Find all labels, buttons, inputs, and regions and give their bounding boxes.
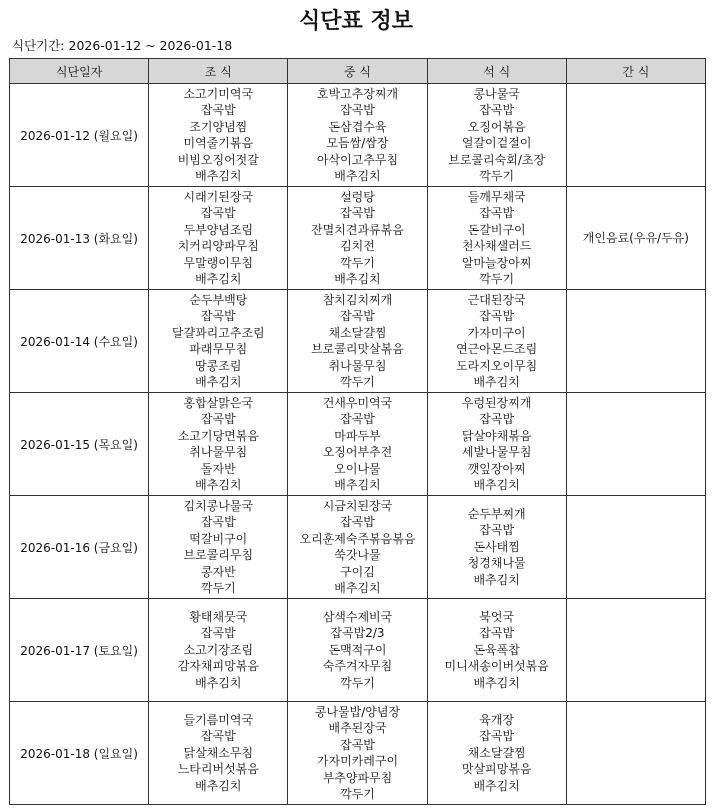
menu-item: 콩나물국	[473, 86, 520, 101]
menu-item: 잡곡밥	[479, 729, 515, 744]
menu-item: 얼갈이겉절이	[461, 136, 532, 150]
table-row	[10, 496, 706, 599]
menu-item: 맛살피망볶음	[461, 762, 532, 777]
menu-item: 깍두기	[340, 675, 375, 690]
date-cell: 2026-01-14 (수요일)	[10, 290, 149, 393]
menu-item: 채소달걀찜	[467, 745, 526, 760]
menu-item: 무말랭이무침	[183, 255, 254, 270]
menu-item: 숙주겨자무침	[322, 659, 393, 674]
menu-item: 돈육폭찹	[473, 642, 520, 657]
menu-item: 브로콜리숙회/초장	[448, 152, 546, 167]
date-cell: 2026-01-12 (월요일)	[10, 84, 149, 187]
snack-cell	[566, 290, 705, 393]
lunch-cell	[288, 496, 427, 599]
menu-item: 잡곡밥	[340, 737, 375, 752]
menu-item: 콩나물밥/양념장	[314, 704, 401, 719]
menu-item: 잡곡밥	[200, 515, 236, 529]
menu-item: 알마늘장아찌	[461, 255, 532, 270]
date-cell: 2026-01-16 (금요일)	[10, 496, 149, 599]
menu-item: 마파두부	[334, 428, 381, 443]
menu-item: 북엇국	[479, 609, 515, 624]
menu-item: 오징어볶음	[467, 119, 526, 134]
menu-item: 잡곡밥	[479, 103, 515, 117]
menu-item: 깍두기	[340, 255, 375, 270]
snack-cell	[566, 702, 705, 805]
breakfast-cell	[149, 187, 288, 290]
dinner-cell	[427, 599, 566, 702]
breakfast-cell	[149, 84, 288, 187]
menu-item: 소고기장조림	[183, 642, 254, 657]
menu-item: 근대된장국	[467, 292, 526, 307]
breakfast-cell	[149, 599, 288, 702]
menu-item: 김치전	[340, 239, 375, 253]
table-row	[10, 290, 706, 393]
dinner-cell	[427, 84, 566, 187]
menu-item: 두부양념조림	[183, 222, 254, 237]
header-snack: 간 식	[566, 59, 705, 84]
menu-item: 호박고추장찌개	[316, 86, 399, 101]
menu-item: 깍두기	[340, 787, 375, 801]
menu-item: 쑥갓나물	[334, 548, 381, 562]
menu-item: 돈삼겹수육	[328, 119, 387, 134]
menu-item: 잡곡밥	[340, 309, 375, 323]
menu-item: 브로콜리맛살볶음	[311, 342, 404, 356]
date-cell: 2026-01-17 (토요일)	[10, 599, 149, 702]
page-title: 식단표 정보	[299, 9, 413, 34]
snack-cell	[566, 84, 705, 187]
dinner-cell	[427, 702, 566, 805]
snack-cell	[566, 393, 705, 496]
menu-item: 비빔오징어젓갈	[177, 152, 259, 167]
table-row	[10, 599, 706, 702]
menu-item: 개인음료(우유/두유)	[582, 230, 689, 245]
menu-item: 건새우미역국	[322, 395, 393, 410]
menu-item: 감자채피망볶음	[177, 659, 259, 674]
menu-item: 배추김치	[195, 272, 242, 286]
menu-item: 잡곡밥	[340, 412, 375, 426]
menu-item: 파래무무침	[189, 342, 248, 356]
menu-item: 배추김치	[334, 478, 381, 492]
menu-table	[9, 58, 706, 805]
menu-item: 깍두기	[200, 581, 236, 595]
header-breakfast: 조 식	[149, 59, 288, 84]
menu-item: 잡곡밥	[479, 206, 515, 220]
menu-item: 배추김치	[195, 478, 242, 492]
menu-item: 오리훈제숙주볶음볶음	[299, 531, 416, 546]
menu-item: 육개장	[479, 712, 515, 727]
menu-item: 배추김치	[473, 675, 520, 690]
menu-item: 채소달걀찜	[328, 325, 387, 340]
dinner-cell	[427, 290, 566, 393]
menu-item: 들기름미역국	[183, 712, 254, 727]
menu-item: 잡곡밥	[479, 309, 515, 323]
date-cell: 2026-01-13 (화요일)	[10, 187, 149, 290]
menu-item: 들깨무채국	[467, 189, 526, 204]
menu-item: 땅콩조림	[195, 358, 242, 373]
menu-item: 아삭이고추무침	[316, 152, 399, 167]
lunch-cell	[288, 187, 427, 290]
breakfast-cell	[149, 702, 288, 805]
snack-cell	[566, 496, 705, 599]
menu-item: 닭살채소무침	[183, 745, 254, 760]
menu-item: 미니새송이버섯볶음	[444, 659, 549, 674]
menu-item: 참치김치찌개	[322, 292, 393, 307]
menu-item: 순두부백탕	[189, 292, 248, 307]
table-row	[10, 84, 706, 187]
menu-body	[10, 84, 706, 805]
menu-item: 잡곡밥	[479, 626, 515, 641]
menu-item: 홍합살맑은국	[183, 395, 254, 410]
menu-item: 돌자반	[200, 461, 236, 476]
menu-item: 배추김치	[195, 169, 242, 183]
menu-item: 배추김치	[334, 581, 381, 595]
menu-item: 브로콜리무침	[183, 548, 254, 562]
header-row	[10, 59, 706, 84]
menu-item: 떡갈비구이	[189, 531, 248, 546]
menu-item: 잡곡밥	[340, 206, 375, 220]
header-date: 식단일자	[10, 59, 149, 84]
date-cell: 2026-01-15 (목요일)	[10, 393, 149, 496]
menu-item: 시금치된장국	[322, 498, 393, 513]
menu-item: 잡곡밥	[340, 515, 375, 529]
breakfast-cell	[149, 496, 288, 599]
lunch-cell	[288, 393, 427, 496]
menu-item: 잡곡밥	[200, 729, 236, 744]
menu-item: 모듬쌈/쌈장	[326, 136, 389, 150]
menu-item: 잡곡밥	[200, 103, 236, 117]
menu-item: 치커리양파무침	[177, 239, 259, 253]
menu-item: 닭살야채볶음	[461, 428, 532, 443]
menu-item: 우렁된장찌개	[461, 395, 532, 410]
menu-item: 배추김치	[473, 375, 520, 389]
menu-item: 배추김치	[195, 675, 242, 690]
menu-item: 연근아몬드조림	[456, 342, 538, 356]
dinner-cell	[427, 496, 566, 599]
lunch-cell	[288, 702, 427, 805]
menu-item: 구이김	[340, 564, 375, 579]
lunch-cell	[288, 599, 427, 702]
menu-item: 김치콩나물국	[183, 498, 254, 513]
menu-item: 깍두기	[340, 375, 375, 389]
menu-item: 도라지오이무침	[456, 358, 538, 373]
menu-item: 세발나물무침	[461, 445, 532, 459]
menu-item: 배추김치	[195, 778, 242, 793]
menu-item: 잡곡밥	[479, 412, 515, 426]
dinner-cell	[427, 187, 566, 290]
menu-item: 미역줄기볶음	[183, 136, 254, 150]
menu-item: 순두부찌개	[467, 506, 526, 521]
menu-item: 천사채샐러드	[461, 239, 532, 253]
menu-item: 오징어부추전	[322, 445, 393, 459]
menu-item: 콩자반	[200, 564, 236, 579]
menu-item: 잡곡밥	[200, 309, 236, 323]
table-row	[10, 393, 706, 496]
header-lunch: 중 식	[288, 59, 427, 84]
menu-item: 돈맥적구이	[328, 642, 387, 657]
menu-item: 잡곡밥	[340, 103, 375, 117]
menu-item: 깻잎장아찌	[467, 461, 526, 476]
lunch-cell	[288, 84, 427, 187]
menu-item: 잡곡밥2/3	[330, 626, 385, 641]
table-row	[10, 702, 706, 805]
menu-item: 배추김치	[473, 478, 520, 492]
menu-item: 돈사태찜	[473, 539, 520, 554]
menu-item: 배추된장국	[328, 721, 387, 735]
menu-item: 부추양파무침	[322, 770, 393, 785]
menu-item: 배추김치	[473, 572, 520, 587]
menu-item: 시래기된장국	[183, 189, 254, 204]
menu-item: 돈갈비구이	[467, 222, 526, 237]
menu-item: 잡곡밥	[479, 523, 515, 538]
menu-item: 오이나물	[334, 461, 381, 476]
menu-item: 청경채나물	[467, 556, 526, 571]
menu-item: 잡곡밥	[200, 206, 236, 220]
menu-item: 깍두기	[479, 272, 515, 286]
snack-cell	[566, 599, 705, 702]
header-dinner: 석 식	[427, 59, 566, 84]
menu-item: 취나물무침	[328, 358, 387, 373]
table-row	[10, 187, 706, 290]
menu-item: 느타리버섯볶음	[177, 762, 259, 777]
breakfast-cell	[149, 393, 288, 496]
menu-item: 황태채뭇국	[189, 609, 248, 624]
menu-item: 배추김치	[195, 375, 242, 389]
menu-item: 배추김치	[334, 169, 381, 183]
lunch-cell	[288, 290, 427, 393]
menu-item: 소고기당면볶음	[177, 428, 259, 443]
dinner-cell	[427, 393, 566, 496]
menu-period: 식단기간: 2026-01-12 ~ 2026-01-18	[12, 38, 233, 53]
menu-item: 잔멸치견과류볶음	[311, 222, 404, 237]
snack-cell	[566, 187, 705, 290]
menu-item: 조기양념찜	[189, 119, 248, 134]
menu-item: 달걀꽈리고추조림	[171, 325, 265, 340]
menu-item: 설렁탕	[340, 189, 375, 204]
menu-item: 잡곡밥	[200, 412, 236, 426]
menu-item: 잡곡밥	[200, 626, 236, 641]
breakfast-cell	[149, 290, 288, 393]
menu-item: 취나물무침	[189, 445, 248, 459]
menu-item: 가자미카레구이	[316, 754, 399, 768]
menu-item: 삼색수제비국	[322, 609, 393, 624]
menu-item: 깍두기	[479, 169, 515, 183]
menu-item: 소고기미역국	[183, 86, 254, 101]
date-cell: 2026-01-18 (일요일)	[10, 702, 149, 805]
menu-item: 가자미구이	[467, 325, 526, 340]
menu-item: 배추김치	[334, 272, 381, 286]
menu-item: 배추김치	[473, 778, 520, 793]
